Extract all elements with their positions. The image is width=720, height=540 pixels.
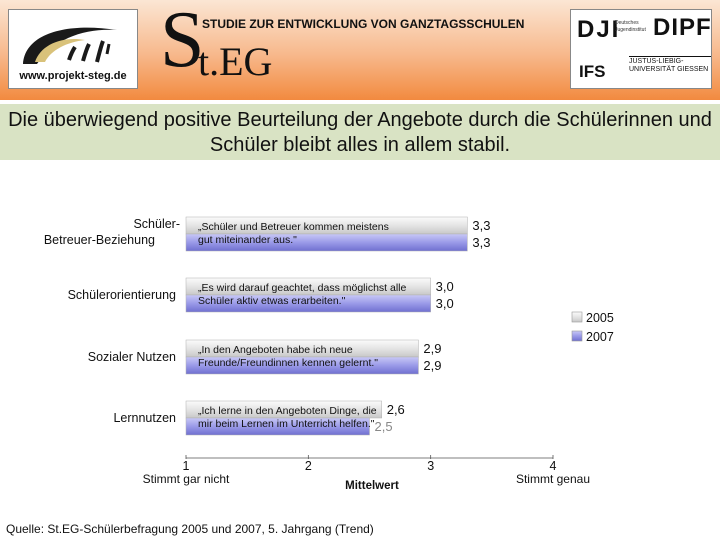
steg-logo-box	[8, 9, 138, 89]
data-label-2005: 3,3	[472, 218, 491, 233]
item-text: „Es wird darauf geachtet, dass möglichst alle	[198, 282, 407, 294]
x-tick-label: 4	[549, 459, 557, 473]
uni-giessen-logo: JUSTUS-LIEBIG-UNIVERSITÄT GIESSEN	[629, 56, 711, 74]
item-text: „In den Angeboten habe ich neue	[198, 344, 353, 356]
source-note: Quelle: St.EG-Schülerbefragung 2005 und 2007, 5. Jahrgang (Trend)	[6, 522, 374, 536]
x-tick-label: 3	[427, 459, 435, 473]
legend-label-2005: 2005	[586, 311, 614, 325]
legend-swatch-2007	[572, 331, 582, 341]
project-url: www.projekt-steg.de	[19, 70, 127, 82]
legend-swatch-2005	[572, 312, 582, 322]
data-label-2005: 2,9	[423, 341, 442, 356]
dji-subtitle: Deutsches Jugendinstitut	[615, 20, 646, 33]
x-min-label: Stimmt gar nicht	[142, 472, 230, 486]
x-tick-label: 1	[182, 459, 190, 473]
item-text: „Ich lerne in den Angeboten Dinge, die	[198, 405, 377, 417]
dji-logo: DJI	[577, 16, 621, 43]
ifs-logo: IFS	[579, 62, 606, 81]
bar-chart	[0, 160, 720, 520]
x-axis-title: Mittelwert	[345, 480, 399, 492]
item-text: gut miteinander aus."	[198, 234, 297, 246]
data-label-2007: 2,9	[423, 358, 442, 373]
x-max-label: Stimmt genau	[515, 472, 591, 486]
x-tick-label: 2	[304, 459, 312, 473]
item-text: „Schüler und Betreuer kommen meistens	[198, 221, 389, 233]
slide-headline: Die überwiegend positive Beurteilung der Angebote durch die Schülerinnen und Schüler bleibt alles in allem stabil.	[0, 104, 720, 160]
category-label: Betreuer-Beziehung	[43, 233, 155, 247]
data-label-2007: 3,3	[472, 235, 491, 250]
category-label: Lernnutzen	[113, 411, 176, 425]
item-text: mir beim Lernen im Unterricht helfen."	[198, 418, 375, 430]
partner-logos	[570, 9, 712, 89]
data-label-2007: 3,0	[435, 296, 454, 311]
item-text: Freunde/Freundinnen kennen gelernt."	[198, 357, 379, 369]
steg-initial: S	[160, 0, 205, 84]
steg-bird-logo	[15, 14, 133, 72]
category-label: Sozialer Nutzen	[87, 350, 176, 364]
legend-label-2007: 2007	[586, 330, 614, 344]
category-label: Schülerorientierung	[67, 288, 176, 302]
dipf-logo: DIPF	[653, 14, 712, 41]
data-label-2007: 2,5	[374, 419, 393, 434]
item-text: Schüler aktiv etwas erarbeiten."	[198, 295, 346, 307]
data-label-2005: 3,0	[435, 279, 454, 294]
header-banner	[0, 0, 720, 100]
category-label: Schüler-	[133, 217, 180, 231]
study-title: STUDIE ZUR ENTWICKLUNG VON GANZTAGSSCHULEN	[202, 17, 525, 31]
steg-rest: t.EG	[198, 39, 273, 84]
data-label-2005: 2,6	[386, 402, 405, 417]
